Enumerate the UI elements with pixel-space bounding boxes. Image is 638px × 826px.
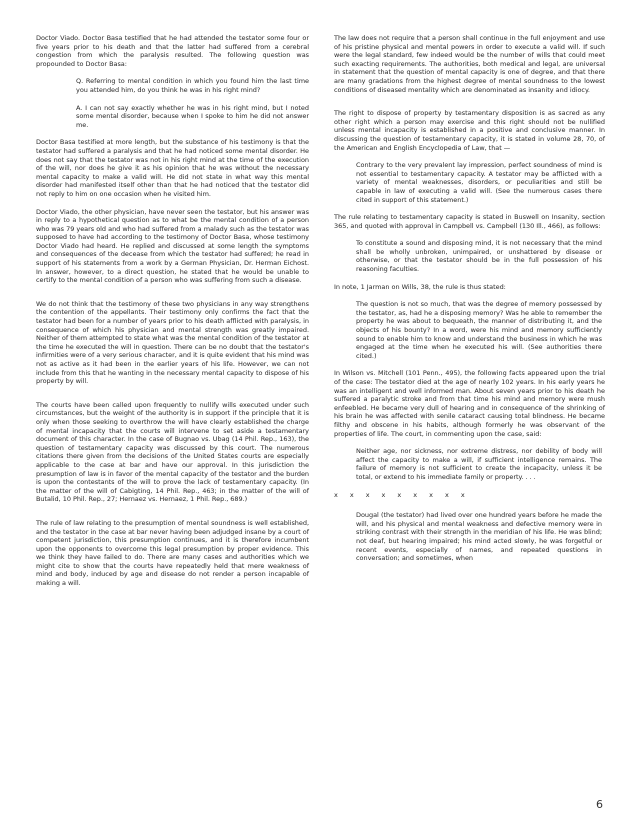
ellipsis-marker: x x x x x x x x x — [334, 490, 465, 499]
paragraph: Doctor Viado, the other physician, have never seen the testator, but his answer was in reply to a hypothetical question as to what be the mental condition of a person who was 79 years old and who had suffered from a malady such as the testator was supposed to have had according to the testimony of Doctor Basa, whose testimony Doctor Viado had heard. He replied and discussed at some length the symptoms and consequences of the decease from which the testator had suffered; he read in support of his statements from a work by a German Physician, Dr. Herman Eichost. In answer, however, to a direct question, he stated that he would be unable to certify to the mental condition of a person who was suffering from such a disease. — [36, 207, 309, 285]
question-paragraph: Q. Referring to mental condition in which you found him the last time you attended him, do you think he was in his right mind? — [76, 77, 309, 94]
paragraph: In note, 1 Jarman on Wills, 38, the rule is thus stated: — [334, 282, 506, 291]
block-quote: Dougal (the testator) had lived over one hundred years before he made the will, and his physical and mental weakness and defective memory were in striking contrast with their strength in the meridian of his life. He was blind; not deaf, but hearing impaired; his mind acted slowly, he was forgetful or recent events, especially of names, and repeated questions in conversation; and sometimes, when — [356, 511, 602, 563]
page-number: 6 — [596, 798, 603, 811]
block-quote: Neither age, nor sickness, nor extreme distress, nor debility of body will affect the capacity to make a will, if sufficient intelligence remains. The failure of memory is not sufficient to create the incapacity, unless it be total, or extend to his immediate family or property. . . . — [356, 447, 602, 481]
paragraph: In Wilson vs. Mitchell (101 Penn., 495), the following facts appeared upon the trial of the case: The testator died at the age of nearly 102 years. In his early years he was an intelligent and well informed man. About seven years prior to his death he suffered a paralytic stroke and from that time his mind and memory were mush enfeebled. He became very dull of hearing and in consequence of the shrinking of his brain he was affected with senile cataract causing total blindness. He became filthy and obscene in his habits, although formerly he was observant of the properties of life. The court, in commenting upon the case, said: — [334, 369, 605, 438]
paragraph: The rule relating to testamentary capacity is stated in Buswell on Insanity, section 365, and quoted with approval in Campbell vs. Campbell (130 Ill., 466), as follows: — [334, 213, 605, 230]
paragraph: The right to dispose of property by testamentary disposition is as sacred as any other right which a person may exercise and this right should not be nullified unless mental incapacity is established in a positive and conclusive manner. In discussing the question of testamentary capacity, it is stated in volume 28, 70, of the American and English Encyclopedia of Law, that — — [334, 109, 605, 152]
paragraph: The courts have been called upon frequently to nullify wills executed under such circumstances, but the weight of the authority is in support if the principle that it is only when those seeking to overthrow the will have clearly established the charge of mental incapacity that the courts will intervene to set aside a testamentary document of this character. In the case of Bugnao vs. Ubag (14 Phil. Rep., 163), the question of testamentary capacity was discussed by this court. The numerous citations there given from the decisions of the United States courts are especially applicable to the case at bar and have our approval. In this jurisdiction the presumption of law is in favor of the mental capacity of the testator and the burden is upon the contestants of the will to prove the lack of testamentary capacity. (In the matter of the will of Cabigting, 14 Phil. Rep., 463; in the matter of the will of Butalid, 10 Phil. Rep., 27; Hernaez vs. Hernaez, 1 Phil. Rep., 689.) — [36, 400, 309, 504]
block-quote: To constitute a sound and disposing mind, it is not necessary that the mind shall be wholly unbroken, unimpaired, or unshattered by disease or otherwise, or that the testator should be in the full possession of his reasoning faculties. — [356, 239, 602, 274]
left-column — [36, 34, 309, 597]
block-quote: Contrary to the very prevalent lay impression, perfect soundness of mind is not essential to testamentary capacity. A testator may be afflicted with a variety of mental weaknesses, disorders, or peculiarities and still be capable in law of executing a valid will. (See the numerous cases there cited in support of this statement.) — [356, 161, 602, 204]
paragraph: We do not think that the testimony of these two physicians in any way strengthens the contention of the appellants. Their testimony only confirms the fact that the testator had been for a number of years prior to his death afflicted with paralysis, in consequence of which his physician and mental strength was greatly impaired. Neither of them attempted to state what was the mental condition of the testator at the time he executed the will in question. There can be no doubt that the testator's infirmities were of a very serious character, and it is quite evident that his mind was not as active as it had been in the earlier years of his life. However, we can not include from this that he wanting in the necessary mental capacity to dispose of his property by will. — [36, 299, 309, 386]
answer-paragraph: A. I can not say exactly whether he was in his right mind, but I noted some mental disorder, because when I spoke to him he did not answer me. — [76, 103, 309, 129]
paragraph: Doctor Basa testified at more length, but the substance of his testimony is that the testator had suffered a paralysis and that he had noticed some mental disorder. He does not say that the testator was not in his right mind at the time of the execution of the will, nor does he give it as his opinion that he was without the necessary mental capacity to make a valid will. He did not state in what way this mental disorder had manifested itself other than that he had noticed that the testator did not reply to him on one occasion when he visited him. — [36, 138, 309, 198]
right-column — [334, 34, 605, 572]
block-quote: The question is not so much, that was the degree of memory possessed by the testator, as, had he a disposing memory? Was he able to remember the property he was about to bequeath, the manner of distributing it, and the objects of his bounty? In a word, were his mind and memory sufficiently sound to enable him to know and understand the business in which he was engaged at the time when he executed his will. (See authorities there cited.) — [356, 300, 602, 360]
paragraph: The rule of law relating to the presumption of mental soundness is well established, and the testator in the case at bar never having been adjudged insane by a court of competent jurisdiction, this presumption continues, and it is therefore incumbent upon the opponents to overcome this legal presumption by proper evidence. This we think they have failed to do. There are many cases and authorities which we might cite to show that the courts have repeatedly held that mere weakness of mind and body, induced by age and disease do not render a person incapable of making a will. — [36, 518, 309, 588]
paragraph: Doctor Viado. Doctor Basa testified that he had attended the testator some four or five years prior to his death and that the latter had suffered from a cerebral congestion from which the paralysis resulted. The following question was propounded to Doctor Basa: — [36, 34, 309, 68]
paragraph: The law does not require that a person shall continue in the full enjoyment and use of his pristine physical and mental powers in order to execute a valid will. If such were the legal standard, few indeed would be the number of wills that could meet such exacting requirements. The authorities, both medical and legal, are universal in statement that the question of mental capacity is one of degree, and that there are many gradations from the highest degree of mental soundness to the lowest conditions of diseased mentality which are denominated as insanity and idiocy. — [334, 34, 605, 94]
